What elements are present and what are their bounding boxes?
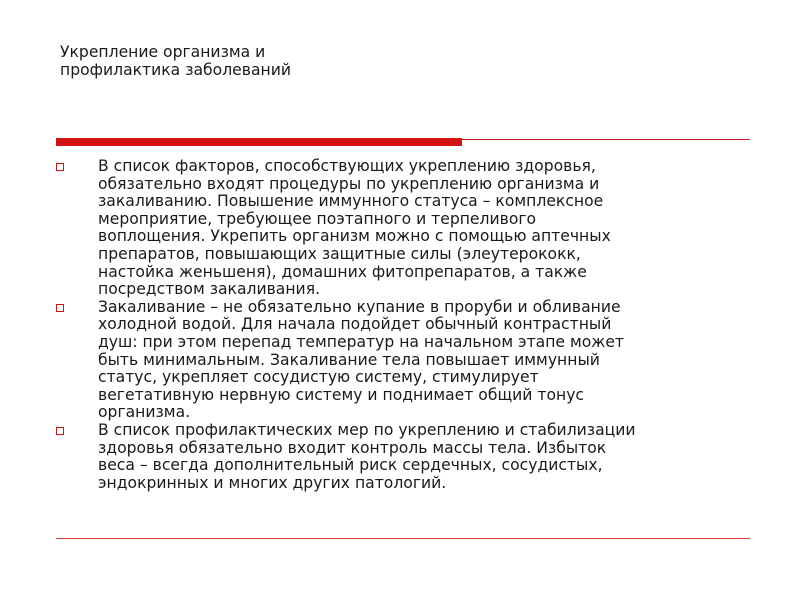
bullet-text-line: эндокринных и многих других патологий. [98,473,447,492]
bullet-text-line: быть минимальным. Закаливание тела повышает иммунный [98,350,600,369]
bullet-item [54,299,754,422]
title-line: Укрепление организма и [60,43,266,61]
bullet-text-line: Закаливание – не обязательно купание в проруби и обливание [98,297,621,316]
bullet-text-line: организма. [98,403,191,422]
bullet-text-line: настойка женьшеня), домашних фитопрепаратов, а также [98,262,587,281]
hollow-square-icon [56,304,64,312]
bullet-text-line: вегетативную нервную систему и поднимает общий тонус [98,385,585,404]
hollow-square-icon [56,163,64,171]
bullet-item [54,158,754,299]
hollow-square-icon [56,427,64,435]
bullet-text-line: холодной водой. Для начала подойдет обычный контрастный [98,315,612,334]
bullet-text-line: обязательно входят процедуры по укреплению организма и [98,174,600,193]
bullet-list [54,158,754,492]
title-underline-thin [462,139,750,140]
bullet-text-line: В список профилактических мер по укреплению и стабилизации [98,420,636,439]
title-line: профилактика заболеваний [60,60,291,79]
bullet-text-line: препаратов, повышающих защитные силы (элеутерококк, [98,244,581,263]
slide-title [60,44,750,79]
bullet-text-line: В список факторов, способствующих укреплению здоровья, [98,157,596,175]
bullet-text-line: воплощения. Укрепить организм можно с помощью аптечных [98,227,611,246]
bullet-text-line: веса – всегда дополнительный риск сердечных, сосудистых, [98,456,603,475]
bullet-text-line: закаливанию. Повышение иммунного статуса – комплексное [98,192,604,211]
title-underline-thick [56,138,462,146]
bullet-item [54,422,754,492]
bottom-divider [56,538,750,539]
bullet-text-line: статус, укрепляет сосудистую систему, стимулирует [98,368,539,387]
bullet-text-line: мероприятие, требующее поэтапного и терпеливого [98,209,537,228]
bullet-text-line: душ: при этом перепад температур на начальном этапе может [98,332,625,351]
bullet-text-line: здоровья обязательно входит контроль массы тела. Избыток [98,438,607,457]
bullet-text-line: посредством закаливания. [98,280,321,299]
